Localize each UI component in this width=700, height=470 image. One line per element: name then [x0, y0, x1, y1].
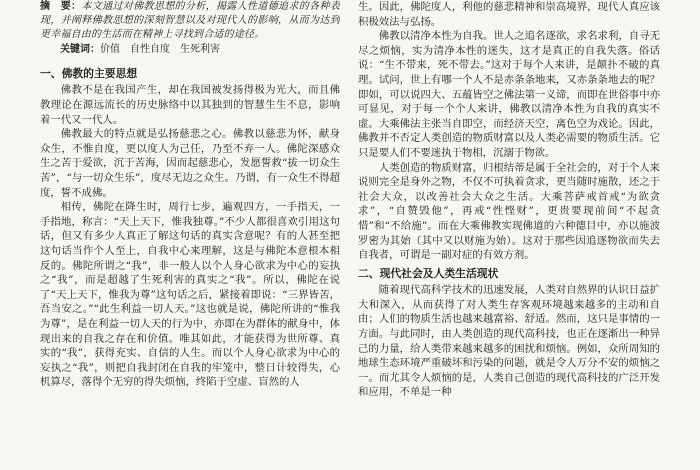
abstract-label: 摘 要： [40, 1, 82, 12]
body-paragraph-continued: 生。因此，佛陀度人，利他的慈悲精神和崇高境界，现代人真应该积极效法与弘扬。 [358, 1, 660, 28]
keywords-line [40, 43, 340, 57]
right-column [358, 0, 660, 470]
abstract-text: 本文通过对佛教思想的分析，揭露人性道德追求的各种表现，并阐释佛教思想的深刻智慧以及对现代人的影响，从而为达到更幸福自由的生活而在精神上寻找到合适的途径。 [40, 1, 340, 41]
body-paragraph: 佛教以清净本性为自我。世人之追名逐欲，求名求利，自寻无尽之烦恼，实为清净本性的迷失，这才是真正的自我失落。俗话说：“生不带来，死不带去。”这对于每个人来讲，是颠扑不破的真理。试问，世上有哪一个人不是赤条条地来，又赤条条地去的呢？即如，可以说四大、五蕴皆空之佛法第一义谛，而即在世俗事中亦可显见，对于每一个个人来讲，佛教以清净本性为自我的真实不虚。大乘佛法主张当自即空，而经济天空，离色空为戏论。因此，佛教并不否定人类创造的物质财富以及人类必需要的物质生活。它只是要人们不要迷执于物相，沉溺于物欲。 [358, 30, 660, 159]
body-paragraph: 相传，佛陀在降生时，周行七步，遍观四方，一手指天，一手指地，称言：“天上天下，惟我独尊。”不少人都很喜欢引用这句话，但又有多少人真正了解这句话的真实含意呢？有的人甚至把这句话当作个人至上，自我中心来理解，这是与佛陀本意根本相反的。佛陀所谓之“我”，非一般人以个人身心欲求为中心的妄执之“我”，而是超越了生死利害的真实之“我”。所以，佛陀在说了“天上天下，惟我为尊”这句话之后，紧接着即说：“三界皆苦，吾当安之。”“此生利益一切人天。”这也就是说，佛陀所讲的“惟我为尊”，是在利益一切人天的行为中，亦即在为群体的献身中，体现出来的自我之存在和价值。唯其如此，才能获得为世所尊、真实的“我”，获得充实、自信的人生。而以个人身心欲求为中心的妄执之“我”，则把自我封闭在自我的牢笼中，整日计较得失，心机算尽，落得个无穷的得失烦恼，终陷于空虚、盲然的人 [40, 201, 340, 389]
abstract [40, 0, 340, 43]
keyword: 价值 [100, 43, 120, 55]
section-heading-2: 二、现代社会及人类生活现状 [358, 266, 499, 280]
left-column [40, 0, 340, 470]
keyword: 自性自度 [130, 43, 170, 55]
body-paragraph: 佛教最大的特点就是弘扬慈悲之心。佛教以慈悲为怀，献身众生，不惟自度，更以度人为己任，乃至不弃一人。佛陀深感众生之苦于爱欲，沉于苦海，因而起慈悲心，发愿誓救“拔一切众生苦”，“与一切众生乐”，度尽无边之众生。乃谓，有一众生不得超度，誓不成佛。 [40, 128, 340, 199]
body-paragraph: 人类创造的物质财富，归根结蒂是属于全社会的，对于个人来说则完全是身外之物，不仅不可执着贪求，更当随时施散，还之于社会大众，以改善社会大众之生活。大乘菩萨戒首戒“为欲贪求”，“自赞毁他”，再戒“性悭财”，更贵要现前间“不起贪惜”和“不给施”。而在大乘佛教实现佛道的六种德目中，亦以施波罗密为其始（其中又以财施为始）。这对于那些因追逐物欲而失去自我者，可谓是一副对症的有效方剂。 [358, 161, 660, 262]
body-paragraph: 随着现代高科学技术的迅速发展，人类对自然界的认识日益扩大和深入，从而获得了对人类生存客观环境越来越多的主动和自由；人们的物质生活也越来越富裕、舒适。然而，这只是事情的一方面。与此同时，由人类创造的现代高科技，也正在逐渐出一种异己的力量，给人类带来越来越多的困扰和烦恼。例如，众所周知的地球生态环境严重破坏和污染的问题，就是令人万分不安的烦恼之一。而尤其令人烦恼的是，人类自己创造的现代高科技的广泛开发和应用，不单是一种 [358, 284, 660, 399]
keyword: 生死利害 [180, 43, 220, 55]
keywords-label: 关键词： [60, 43, 100, 55]
body-paragraph: 佛教不是在我国产生，却在我国被发扬得极为光大，而且佛教理论在源远流长的历史脉络中以其独到的智慧生生不息，影响着一代又一代人。 [40, 84, 340, 126]
section-heading-1: 一、佛教的主要思想 [40, 66, 138, 80]
